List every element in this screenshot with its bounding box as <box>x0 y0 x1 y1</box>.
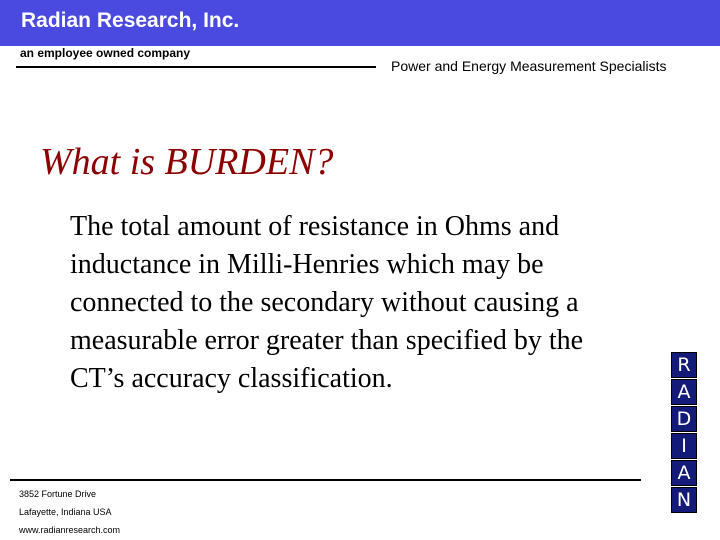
body-line: CT’s accuracy classification. <box>70 363 393 394</box>
footer-divider <box>10 479 641 481</box>
specialists-slogan: Power and Energy Measurement Specialists <box>391 58 667 74</box>
company-name: Radian Research, Inc. <box>21 9 240 32</box>
logo-letter: R <box>671 352 697 378</box>
logo-letter: D <box>671 406 697 432</box>
body-line: The total amount of resistance in Ohms and <box>70 211 560 242</box>
logo-letter: A <box>671 460 697 486</box>
logo-letter: N <box>671 487 697 513</box>
company-tagline: an employee owned company <box>20 46 191 60</box>
body-line: connected to the secondary without causing a <box>70 287 579 318</box>
radian-logo <box>671 352 697 514</box>
website-url: www.radianresearch.com <box>19 525 121 535</box>
slide-title: What is BURDEN? <box>40 141 334 183</box>
logo-letter: A <box>671 379 697 405</box>
address-city: Lafayette, Indiana USA <box>19 507 112 517</box>
header-divider <box>16 66 376 68</box>
body-line: inductance in Milli-Henries which may be <box>70 249 544 280</box>
address-street: 3852 Fortune Drive <box>19 489 97 499</box>
slide-body <box>70 208 670 398</box>
body-line: measurable error greater than specified by the <box>70 325 584 356</box>
logo-letter: I <box>671 433 697 459</box>
